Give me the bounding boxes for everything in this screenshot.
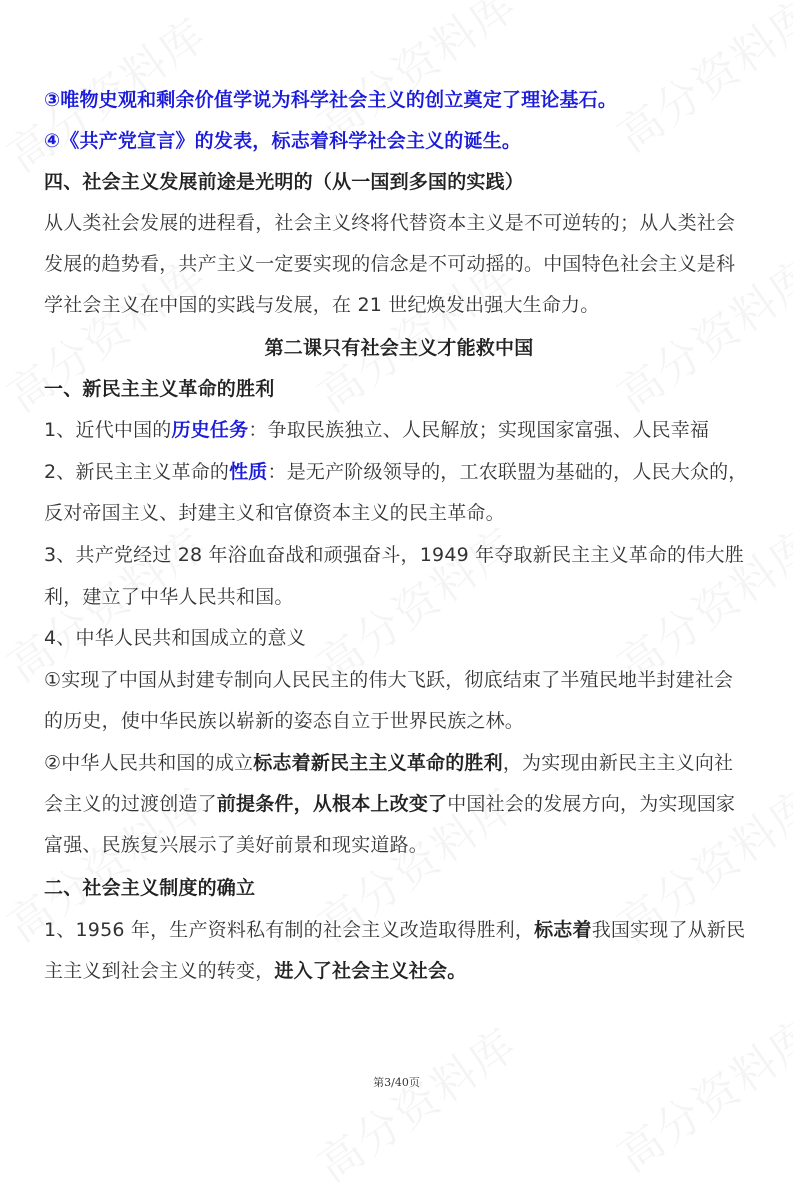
section-4-heading: 四、社会主义发展前途是光明的（从一国到多国的实践） [44,171,525,193]
bold-text: 标志着 [534,919,592,941]
bold-text: ， [293,793,313,815]
text: 主主义到社会主义的转变， [44,960,275,982]
point-4-2-line-1 [44,751,733,775]
point-4: 4、中华人民共和国成立的意义 [44,627,306,649]
watermark [302,1010,527,1194]
text: 中国社会的发展方向，为实现国家 [447,793,736,815]
page-number: 第3/40页 [373,1076,420,1089]
text: ，为实现由新民主主义向社 [502,752,734,774]
bold-text: 进入了社会主义社会。 [274,960,467,982]
point-2-post: ：是无产阶级领导的，工农联盟为基础的，人民大众的， [267,461,748,483]
point-1-post: ：争取民族独立、人民解放；实现国家富强、人民幸福 [248,419,710,441]
bold-text: 标志着新民主主义革命的胜利 [253,752,503,774]
text: 会主义的过渡创造了 [44,793,217,815]
watermark [602,510,793,694]
point-2-pre: 2、新民主主义革命的 [44,461,230,483]
point-2-line-2: 反对帝国主义、封建主义和官僚资本主义的民主革命。 [44,502,505,524]
point-5-line-2 [44,959,466,983]
point-2-highlight: 性质 [229,461,268,483]
point-1 [44,418,709,442]
point-5-line-1 [44,918,745,942]
item-3: ③唯物史观和剩余价值学说为科学社会主义的创立奠定了理论基石。 [44,89,618,111]
point-3-line-2: 利，建立了中华人民共和国。 [44,586,294,608]
point-4-1-line-2: 的历史，使中华民族以崭新的姿态自立于世界民族之林。 [44,710,525,732]
lesson-2-title: 第二课只有社会主义才能救中国 [264,337,534,359]
part-2-heading: 二、社会主义制度的确立 [44,877,256,899]
section-4-para-line: 发展的趋势看，共产主义一定要实现的信念是不可动摇的。中国特色社会主义是科 [44,253,736,275]
watermark [302,510,527,694]
section-4-para-line: 学社会主义在中国的实践与发展，在 21 世纪焕发出强大生命力。 [44,294,600,316]
watermark [602,1000,793,1184]
point-2 [44,460,748,484]
watermark [602,0,793,164]
point-4-1-line-1: ①实现了中国从封建专制向人民民主的伟大飞跃，彻底结束了半殖民地半封建社会 [44,669,734,691]
bold-text: 前提条件 [216,793,294,815]
bold-text: 从根本上改变了 [312,793,448,815]
point-1-highlight: 历史任务 [171,419,249,441]
section-4-para-line: 从人类社会发展的进程看，社会主义终将代替资本主义是不可逆转的；从人类社会 [44,212,736,234]
text: ②中华人民共和国的成立 [44,752,254,774]
point-1-pre: 1、近代中国的 [44,419,172,441]
text: 我国实现了从新民 [591,919,746,941]
part-1-heading: 一、新民主主义革命的胜利 [44,378,275,400]
point-3-line-1: 3、共产党经过 28 年浴血奋战和顽强奋斗，1949 年夺取新民主主义革命的伟大胜 [44,544,744,566]
item-4: ④《共产党宣言》的发表，标志着科学社会主义的诞生。 [44,130,522,152]
point-4-2-line-2 [44,792,735,816]
point-4-2-line-3: 富强、民族复兴展示了美好前景和现实道路。 [44,834,429,856]
text: 1、1956 年，生产资料私有制的社会主义改造取得胜利， [44,919,535,941]
